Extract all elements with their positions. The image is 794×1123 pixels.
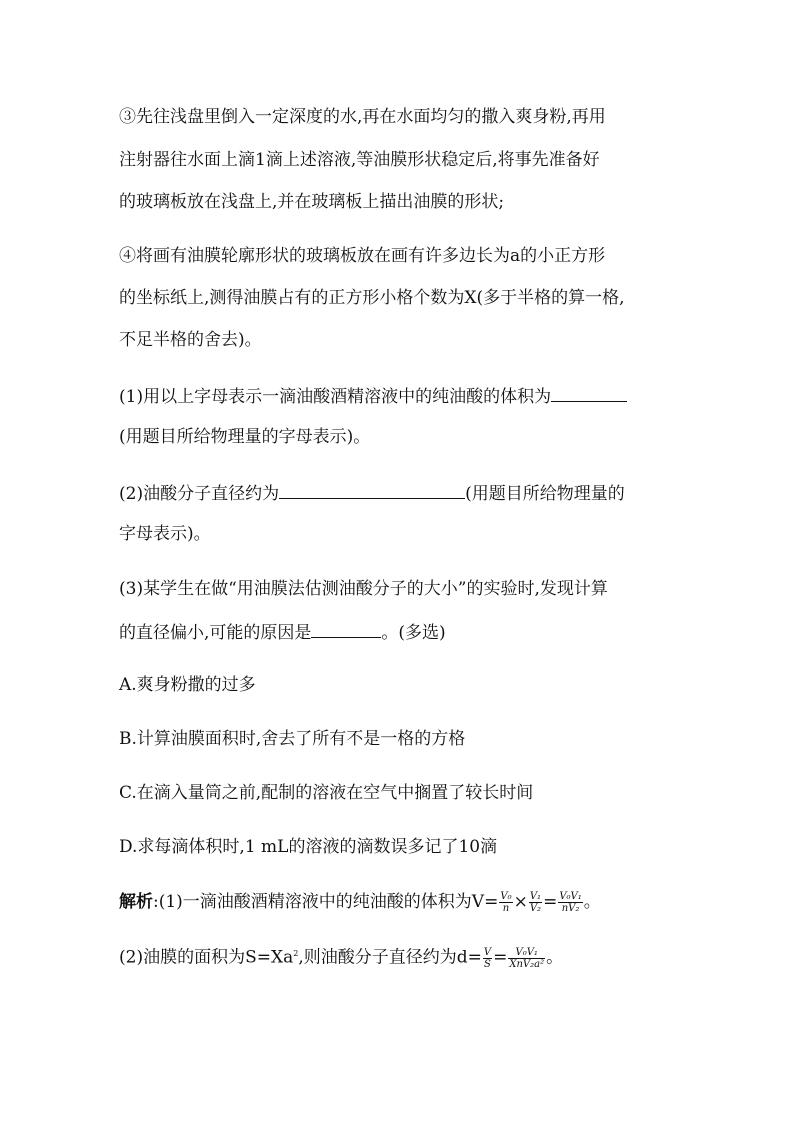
analysis-text-3: ,则油酸分子直径约为d= — [298, 947, 482, 968]
question-2-line2: 字母表示)。 — [119, 524, 211, 544]
fraction-v0v1-over-nv2 — [558, 891, 582, 914]
analysis-end-2: 。 — [546, 947, 564, 968]
question-2-text-a: (2)油酸分子直径约为 — [119, 484, 280, 504]
step3-line3: 的玻璃板放在浅盘上,并在玻璃板上描出油膜的形状; — [119, 192, 505, 212]
question-1-line2: (用题目所给物理量的字母表示)。 — [119, 427, 371, 447]
option-b: B.计算油膜面积时,舍去了所有不是一格的方格 — [119, 729, 466, 749]
fraction-v1-over-v2 — [529, 891, 542, 914]
fraction-v0-over-n — [499, 891, 512, 914]
fraction-diameter — [508, 947, 545, 970]
superscript-2: 2 — [293, 949, 299, 958]
fraction-denominator: V₂ — [529, 903, 542, 914]
step3-line2: 注射器往水面上滴1滴上述溶液,等油膜形状稳定后,将事先准备好 — [119, 150, 600, 170]
question-3-line2 — [119, 619, 446, 645]
analysis-text-2: (2)油膜的面积为S=Xa — [119, 947, 294, 968]
fraction-denominator: XnV₂a² — [509, 958, 545, 970]
fraction-v-over-s — [483, 947, 492, 970]
step4-line2: 的坐标纸上,测得油膜占有的正方形小格个数为X(多于半格的算一格, — [119, 288, 625, 308]
question-2-line1 — [119, 480, 625, 506]
fraction-numerator: V₀V₁ — [508, 947, 545, 959]
analysis-end-1: 。 — [583, 892, 601, 912]
fraction-numerator: V₀ — [500, 891, 512, 902]
option-a: A.爽身粉撒的过多 — [119, 675, 256, 695]
question-1-line1 — [119, 383, 627, 409]
step4-line1: ④将画有油膜轮廓形状的玻璃板放在画有许多边长为a的小正方形 — [119, 246, 606, 266]
fraction-denominator: S — [484, 958, 491, 970]
fraction-numerator: V — [483, 946, 492, 958]
answer-blank-2[interactable] — [279, 480, 465, 499]
fraction-denominator: n — [502, 903, 510, 914]
question-3-text-b: 。(多选) — [381, 623, 446, 643]
option-c: C.在滴入量筒之前,配制的溶液在空气中搁置了较长时间 — [119, 783, 534, 803]
analysis-text-1: :(1)一滴油酸酒精溶液中的纯油酸的体积为V= — [153, 892, 499, 912]
question-3-line1: (3)某学生在做“用油膜法估测油酸分子的大小”的实验时,发现计算 — [119, 579, 608, 599]
question-2-text-b: (用题目所给物理量的 — [465, 484, 625, 504]
times-sign: × — [513, 892, 528, 912]
question-3-text-a: 的直径偏小,可能的原因是 — [119, 623, 312, 643]
fraction-denominator: nV₂ — [561, 903, 580, 914]
analysis-line2 — [119, 939, 563, 969]
answer-blank-3[interactable] — [311, 619, 381, 638]
step3-line1: ③先往浅盘里倒入一定深度的水,再在水面均匀的撒入爽身粉,再用 — [119, 107, 606, 127]
answer-blank-1[interactable] — [551, 383, 627, 402]
equals-sign: = — [493, 947, 508, 968]
step4-line3: 不足半格的舍去)。 — [119, 330, 262, 350]
question-1-text: (1)用以上字母表示一滴油酸酒精溶液中的纯油酸的体积为 — [119, 387, 552, 407]
fraction-numerator: V₁ — [529, 891, 542, 902]
fraction-numerator: V₀V₁ — [559, 891, 582, 902]
analysis-line1 — [119, 887, 601, 917]
equals-sign: = — [543, 892, 558, 912]
option-d: D.求每滴体积时,1 mL的溶液的滴数误多记了10滴 — [119, 837, 498, 857]
analysis-label: 解析 — [119, 892, 153, 912]
